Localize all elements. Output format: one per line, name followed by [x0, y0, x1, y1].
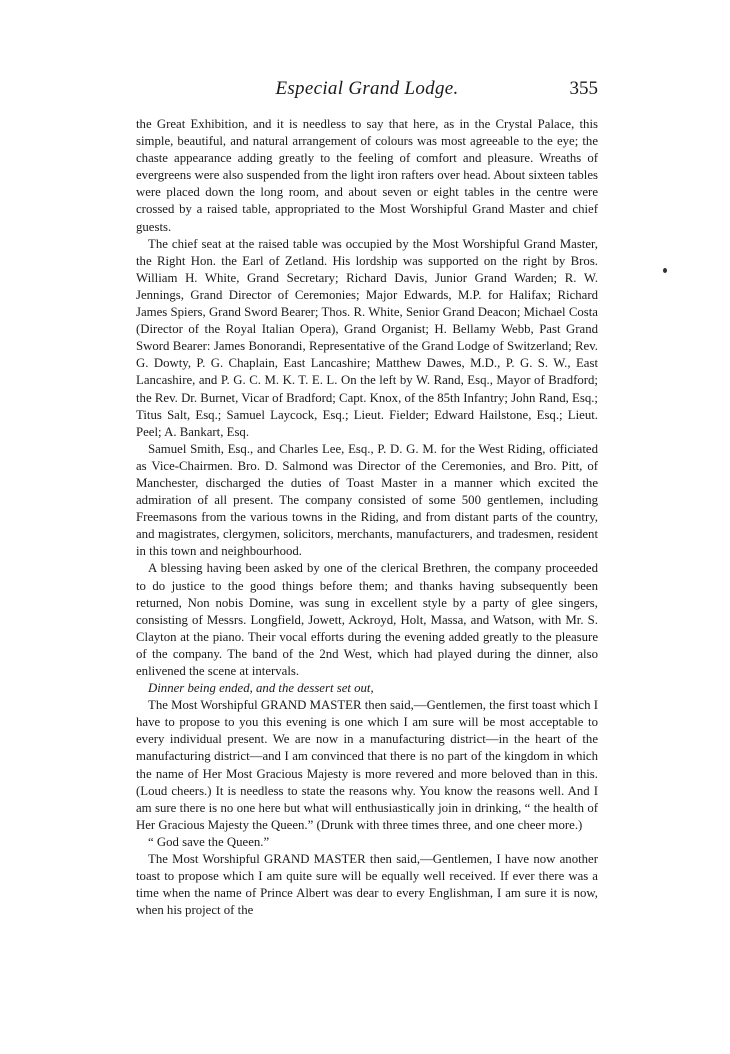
page-header — [136, 78, 598, 106]
paragraph-dinner-ended: Dinner being ended, and the dessert set out, — [148, 681, 374, 696]
paragraph-blessing: A blessing having been asked by one of the clerical Brethren, the company proceeded to do justice to the good things before them; and thanks having subsequently been returned, Non nobis Domine, was sung in excellent style by a party of glee singers, consisting of Messrs. Longfield, Jowett, Ackroyd, Holt, Massa, and Watson, with Mr. S. Clayton at the piano. Their vocal efforts during the evening added greatly to the pleasure of the company. The band of the 2nd West, which had played during the dinner, also enlivened the scene at intervals. — [136, 561, 598, 678]
paragraph-second-toast: The Most Worshipful GRAND MASTER then said,—Gentlemen, I have now another toast to propose which I am quite sure will be equally well received. If ever there was a time when the name of Prince Albert was dear to every Englishman, I am sure it is now, when his project of the — [136, 852, 598, 918]
paragraph-vice-chairmen: Samuel Smith, Esq., and Charles Lee, Esq., P. D. G. M. for the West Riding, officiated as Vice-Chairmen. Bro. D. Salmond was Director of the Ceremonies, and Bro. Pitt, of Manchester, discharged the duties of Toast Master in a manner which excited the admiration of all present. The company consisted of some 500 gentlemen, including Freemasons from the various towns in the Riding, and from distant parts of the country, and magistrates, clergymen, solicitors, merchants, manufacturers, and tradesmen, resident in this town and neighbourhood. — [136, 441, 598, 559]
page-number: 355 — [569, 78, 598, 99]
margin-mark — [663, 268, 667, 273]
paragraph-anthem: “ God save the Queen.” — [148, 834, 270, 849]
paragraph-seating: The chief seat at the raised table was occupied by the Most Worshipful Grand Master, the Right Hon. the Earl of Zetland. His lordship was supported on the right by Bros. William H. White, Grand Secretary; Richard Davis, Junior Grand Warden; R. W. Jennings, Grand Director of Ceremonies; Major Edwards, M.P. for Halifax; Richard James Spiers, Grand Sword Bearer; Thos. R. White, Senior Grand Deacon; Michael Costa (Director of the Royal Italian Opera), Grand Organist; H. Bellamy Webb, Past Grand Sword Bearer: James Bonorandi, Representative of the Grand Lodge of Switzerland; Rev. G. Dowty, P. G. Chaplain, East Lancashire; Matthew Dawes, M.D., P. G. S. W., East Lancashire, and P. G. C. M. K. T. E. L. On the left by W. Rand, Esq., Mayor of Bradford; the Rev. Dr. Burnet, Vicar of Bradford; Capt. Knox, of the 85th Infantry; John Rand, Esq.; Titus Salt, Esq.; Samuel Laycock, Esq.; Lieut. Fielder; Edward Hailstone, Esq.; Lieut. Peel; A. Bankart, Esq. — [136, 236, 598, 439]
paragraph-first-toast: The Most Worshipful GRAND MASTER then said,—Gentlemen, the first toast which I have to propose to you this evening is one which I am sure will be most acceptable to every individual present. We are now in a manufacturing district—in the heart of the manufacturing district—and I am convinced that there is no part of the kingdom in which the name of Her Most Gracious Majesty is more revered and more beloved than in this. (Loud cheers.) It is needless to state the reasons why. You know the reasons well. And I am sure there is no one here but what will enthusiastically join in drinking, “ the health of Her Gracious Majesty the Queen.” (Drunk with three times three, and one cheer more.) — [136, 698, 598, 832]
body-text — [136, 116, 598, 919]
paragraph-continued: the Great Exhibition, and it is needless to say that here, as in the Crystal Palace, this simple, beautiful, and natural arrangement of colours was most agreeable to the eye; the chaste appearance adding greatly to the feeling of comfort and pleasure. Wreaths of evergreens were also suspended from the light iron rafters over head. About sixteen tables were placed down the long room, and about seven or eight tables in the centre were crossed by a raised table, appropriated to the Most Worshipful Grand Master and chief guests. — [136, 117, 598, 234]
running-title: Especial Grand Lodge. — [275, 78, 459, 99]
